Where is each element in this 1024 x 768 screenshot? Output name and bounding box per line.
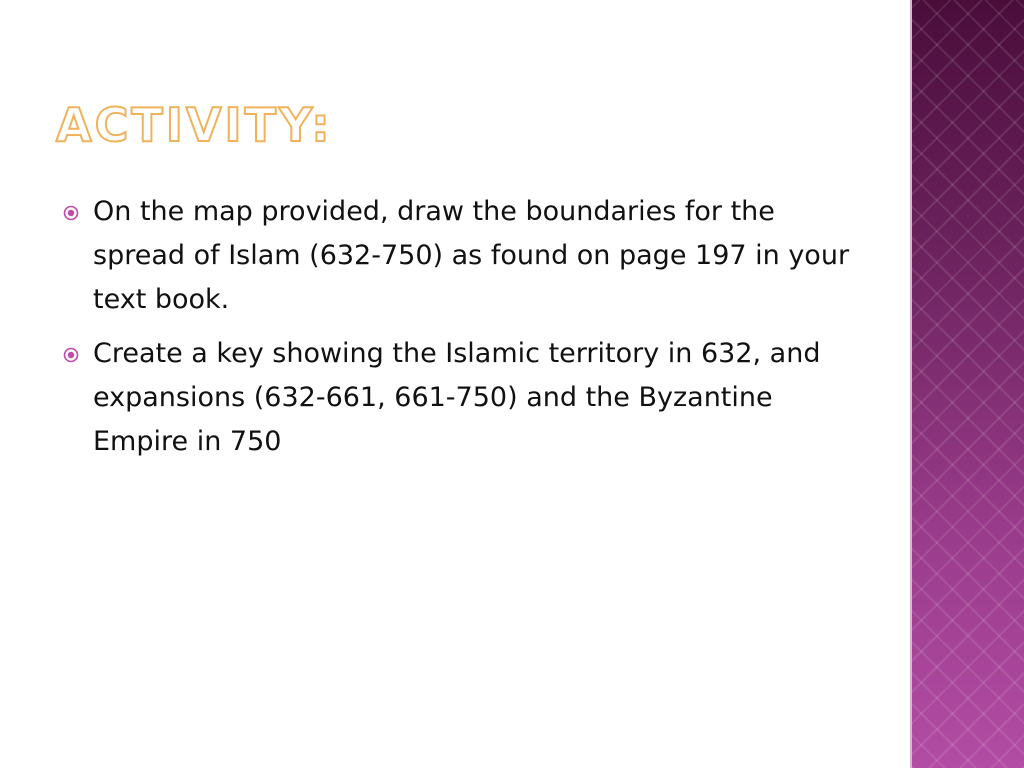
bullet-item (60, 332, 860, 464)
slide-title: ACTIVITY: (56, 98, 333, 152)
bullet-text: Create a key showing the Islamic territory in 632, and expansions (632-661, 661-750) and the Byzantine Empire in 750 (93, 338, 821, 457)
bullet-list (60, 190, 860, 474)
bullet-item (60, 190, 860, 322)
circled-dot-bullet-icon (63, 205, 79, 221)
bullet-text: On the map provided, draw the boundaries for the spread of Islam (632-750) as found on page 197 in your text book. (93, 196, 850, 315)
decorative-side-band (912, 0, 1024, 768)
circled-dot-bullet-icon (63, 347, 79, 363)
